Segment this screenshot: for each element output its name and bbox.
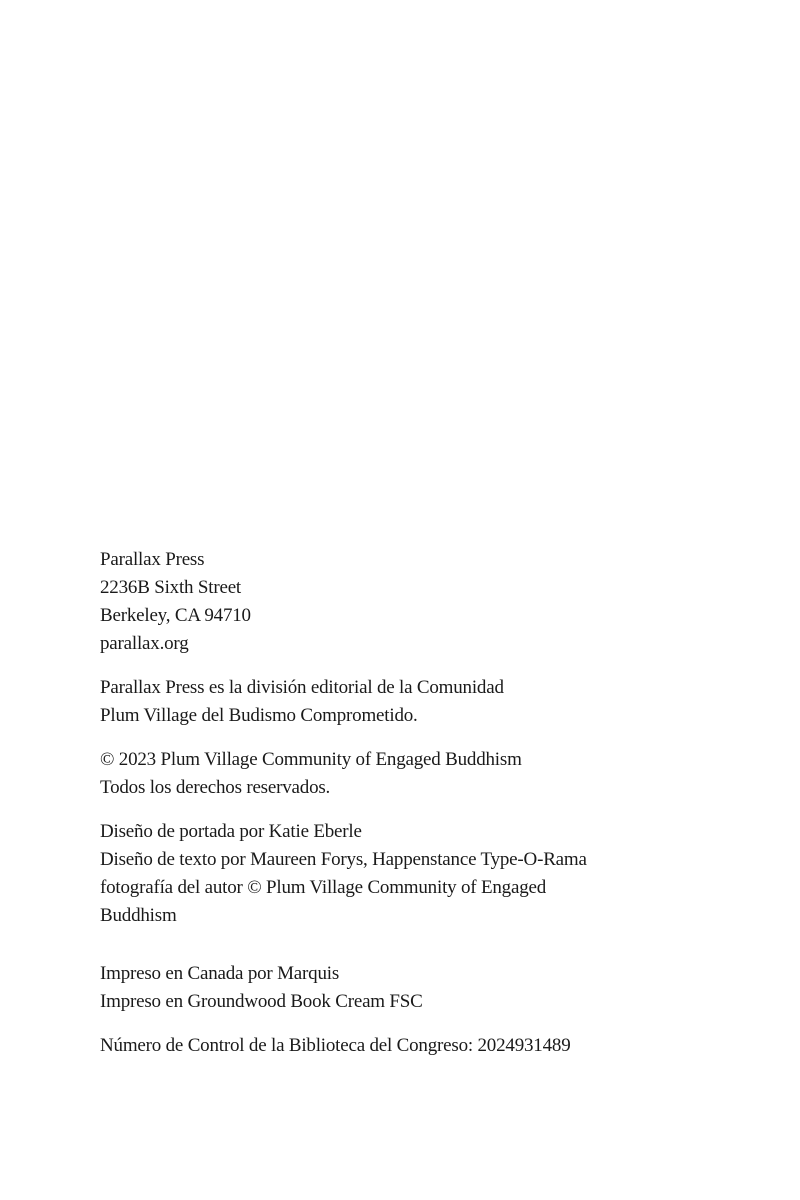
cover-credit: Diseño de portada por Katie Eberle	[100, 821, 362, 842]
photo-credit-line-2: Buddhism	[100, 905, 177, 926]
copyright-notice	[100, 746, 700, 802]
photo-credit-line-1: fotografía del autor © Plum Village Community of Engaged	[100, 877, 547, 898]
paper-line: Impreso en Groundwood Book Cream FSC	[100, 991, 423, 1012]
library-info	[100, 1032, 700, 1060]
rights-reserved: Todos los derechos reservados.	[100, 777, 331, 798]
text-design-credit: Diseño de texto por Maureen Forys, Happenstance Type-O-Rama	[100, 849, 587, 870]
copyright-page	[100, 546, 700, 1060]
library-control-number: Número de Control de la Biblioteca del Congreso: 2024931489	[100, 1035, 571, 1056]
division-line-2: Plum Village del Budismo Comprometido.	[100, 705, 418, 726]
publisher-website: parallax.org	[100, 633, 189, 654]
publisher-name: Parallax Press	[100, 549, 205, 570]
publisher-address	[100, 546, 700, 658]
design-credits	[100, 818, 700, 930]
publisher-city: Berkeley, CA 94710	[100, 605, 251, 626]
division-statement	[100, 674, 700, 730]
printer-line: Impreso en Canada por Marquis	[100, 963, 340, 984]
copyright-line: © 2023 Plum Village Community of Engaged Buddhism	[100, 749, 522, 770]
publisher-street: 2236B Sixth Street	[100, 577, 242, 598]
printing-info	[100, 960, 700, 1016]
division-line-1: Parallax Press es la división editorial de la Comunidad	[100, 677, 504, 698]
